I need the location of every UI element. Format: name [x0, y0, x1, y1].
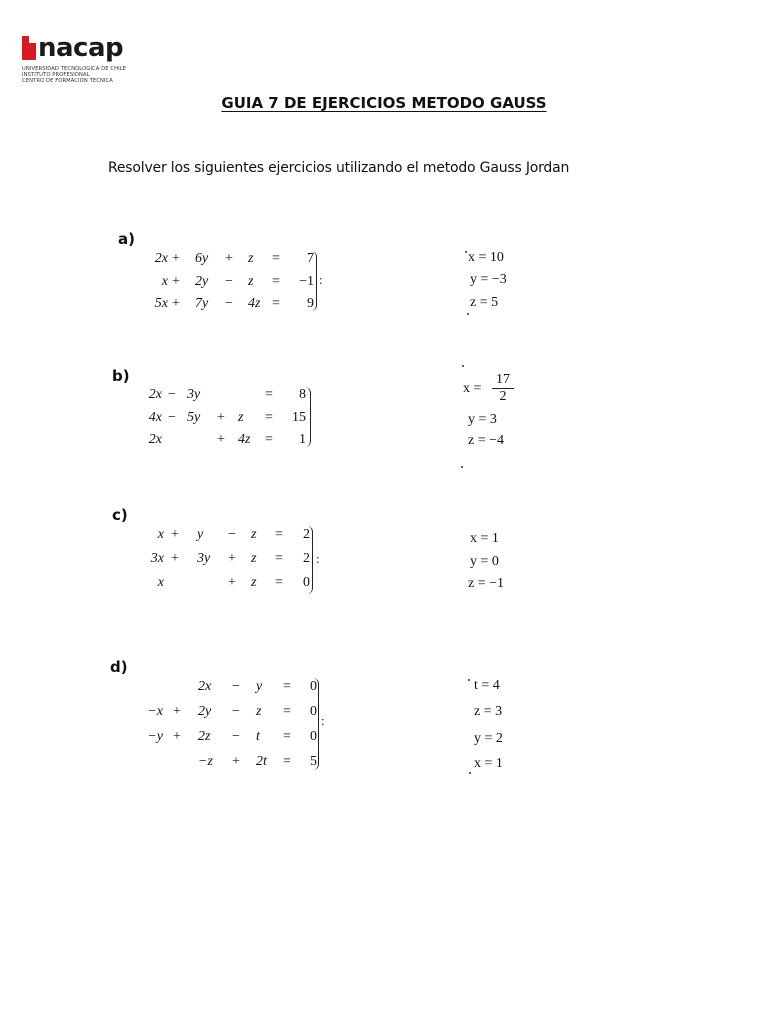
exercise-c-brace: [307, 526, 313, 594]
equation-term: 5: [310, 754, 317, 769]
equation-term: 1: [299, 432, 306, 447]
equation-operator: =: [265, 387, 273, 402]
equation-operator: =: [283, 729, 291, 744]
equation-operator: +: [228, 575, 236, 590]
equation-operator: =: [275, 575, 283, 590]
equation-term: 5y: [187, 409, 201, 425]
equation-term: x: [161, 273, 168, 289]
equation-term: 4z: [248, 296, 261, 311]
equation-term: 0: [303, 575, 310, 590]
equation-term: 2: [303, 551, 310, 566]
equation-term: 0: [310, 729, 317, 744]
equation-term: 6y: [195, 251, 209, 266]
equation-term: −z: [198, 754, 213, 769]
equation-operator: =: [283, 754, 291, 769]
equation-operator: +: [171, 527, 179, 542]
equation-term: z: [248, 273, 254, 289]
equation-term: 2: [303, 527, 310, 542]
equation-operator: −: [232, 729, 240, 744]
equation-operator: −: [168, 387, 176, 402]
equation-operator: +: [217, 409, 225, 425]
equation-operator: +: [217, 432, 225, 447]
exercise-b-label: b): [112, 367, 130, 385]
equation-term: z: [248, 251, 254, 266]
equation-term: t: [256, 729, 260, 744]
equation-operator: =: [272, 251, 280, 266]
equation-operator: +: [225, 251, 233, 266]
equation-term: 3y: [187, 387, 201, 402]
equation-term: 2x: [148, 432, 162, 447]
equation-operator: −: [232, 704, 240, 719]
equation-operator: +: [228, 551, 236, 566]
equation-operator: +: [172, 251, 180, 266]
logo-wordmark: nacap: [38, 33, 124, 63]
fraction-17-over-2: $\frac{17}{2}$: [492, 372, 514, 405]
equation-operator: +: [173, 704, 181, 719]
exercise-d-label: d): [110, 658, 128, 676]
equation-operator: −: [228, 527, 236, 542]
equation-operator: =: [283, 704, 291, 719]
equation-term: −1: [299, 273, 314, 289]
equation-term: y: [197, 527, 204, 542]
logo-mark-icon: [22, 36, 36, 60]
institution-logo: [22, 33, 162, 84]
equation-term: y: [256, 679, 263, 694]
equation-term: 0: [310, 704, 317, 719]
equation-term: 9: [307, 296, 314, 311]
equation-operator: +: [172, 296, 180, 311]
equation-operator: =: [265, 409, 273, 425]
equation-operator: −: [225, 273, 233, 289]
equation-operator: =: [272, 273, 280, 289]
instruction-text: Resolver los siguientes ejercicios utilizando el metodo Gauss Jordan: [108, 160, 570, 176]
equation-operator: =: [265, 432, 273, 447]
equation-term: −y: [147, 729, 163, 744]
equation-operator: =: [275, 527, 283, 542]
equation-term: 5x: [154, 296, 168, 311]
equation-term: 2y: [195, 273, 209, 289]
equation-term: 8: [299, 387, 306, 402]
equation-term: z: [251, 527, 257, 542]
equation-term: 0: [310, 679, 317, 694]
equation-term: −x: [147, 704, 163, 719]
equation-term: 2y: [198, 704, 212, 719]
equation-term: 2z: [198, 729, 211, 744]
equation-term: z: [251, 551, 257, 566]
equation-term: 2t: [256, 754, 267, 769]
equation-operator: =: [272, 296, 280, 311]
equation-term: 7y: [195, 296, 209, 311]
equation-term: 4z: [238, 432, 251, 447]
equation-operator: =: [283, 679, 291, 694]
equation-operator: +: [232, 754, 240, 769]
exercise-d-brace: [313, 678, 319, 770]
equation-operator: +: [173, 729, 181, 744]
equation-term: 2x: [198, 679, 212, 694]
exercise-c-label: c): [112, 506, 128, 524]
equation-term: 3y: [197, 551, 211, 566]
equation-operator: +: [171, 551, 179, 566]
solution-line: z = 5: [470, 295, 499, 310]
exercise-a-label: a): [118, 230, 135, 248]
equation-term: z: [238, 409, 244, 425]
exercise-b-brace: [305, 387, 311, 447]
equation-operator: −: [168, 409, 176, 425]
exercise-a-brace: [311, 251, 317, 311]
equation-term: 4x: [148, 409, 162, 425]
equation-term: 2x: [154, 251, 168, 266]
equation-operator: −: [225, 296, 233, 311]
solution-line: y = −3: [470, 272, 507, 287]
equation-operator: −: [232, 679, 240, 694]
equation-term: 15: [292, 409, 306, 425]
page-title: GUIA 7 DE EJERCICIOS METODO GAUSS: [221, 94, 547, 112]
equation-term: z: [251, 575, 257, 590]
logo-subtitle: UNIVERSIDAD TECNOLOGICA DE CHILE INSTITUTO PROFESIONAL CENTRO DE FORMACION TECNICA: [22, 66, 127, 84]
solution-line: x = 10: [468, 250, 504, 265]
equation-term: 2x: [148, 387, 162, 402]
equation-term: 3x: [150, 551, 164, 566]
equation-operator: =: [275, 551, 283, 566]
equation-operator: +: [172, 273, 180, 289]
equation-term: x: [157, 527, 164, 542]
equation-term: 7: [307, 251, 314, 266]
equation-term: x: [157, 575, 164, 590]
equation-term: z: [256, 704, 262, 719]
